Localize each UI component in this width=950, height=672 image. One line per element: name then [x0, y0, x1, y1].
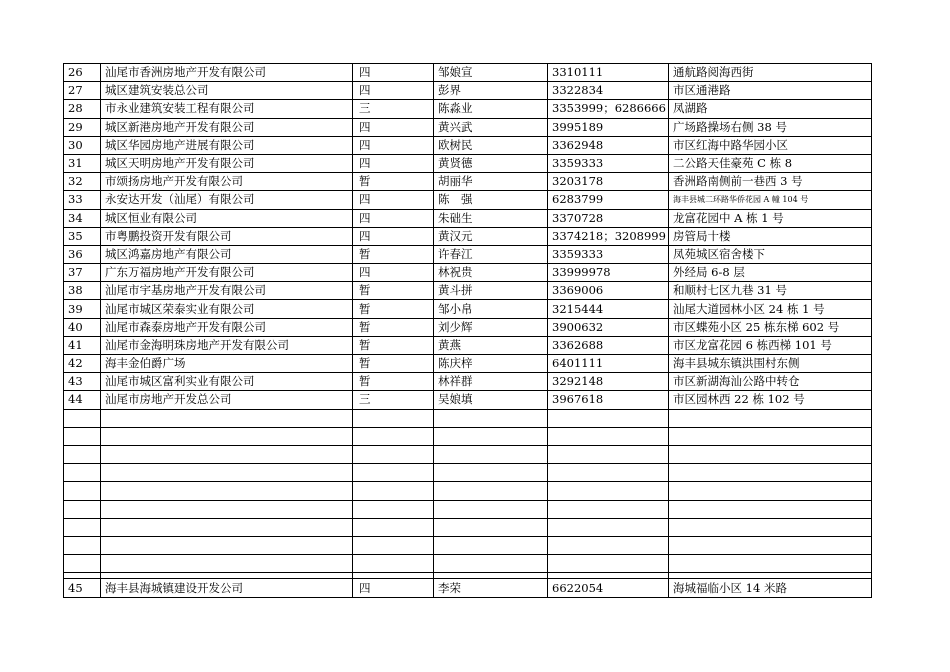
- row-number-cell: [64, 445, 101, 463]
- address-cell: 海城福临小区 14 米路: [669, 579, 872, 598]
- address-cell: 二公路天佳豪苑 C 栋 8: [669, 154, 872, 172]
- table-row: [64, 64, 872, 82]
- contact-person-cell: 黄兴武: [434, 118, 548, 136]
- table-row: [64, 373, 872, 391]
- company-name-cell: 永安达开发（汕尾）有限公司: [101, 191, 353, 209]
- address-cell: [669, 427, 872, 445]
- address-cell: 汕尾大道园林小区 24 栋 1 号: [669, 300, 872, 318]
- phone-cell: 3370728: [548, 209, 669, 227]
- grade-cell: [353, 409, 434, 427]
- contact-person-cell: 李荣: [434, 579, 548, 598]
- address-cell: 广场路操场右侧 38 号: [669, 118, 872, 136]
- grade-cell: 暂: [353, 373, 434, 391]
- grade-cell: 暂: [353, 300, 434, 318]
- table-row: [64, 209, 872, 227]
- address-cell: 房管局十楼: [669, 227, 872, 245]
- company-name-cell: 城区天明房地产开发有限公司: [101, 154, 353, 172]
- address-cell: 市区龙富花园 6 栋西梯 101 号: [669, 336, 872, 354]
- company-name-cell: 市粤鹏投资开发有限公司: [101, 227, 353, 245]
- company-name-cell: [101, 518, 353, 536]
- company-name-cell: 汕尾市城区富利实业有限公司: [101, 373, 353, 391]
- contact-person-cell: [434, 427, 548, 445]
- grade-cell: 四: [353, 579, 434, 598]
- grade-cell: 四: [353, 64, 434, 82]
- row-number-cell: [64, 464, 101, 482]
- contact-person-cell: 欧树民: [434, 136, 548, 154]
- grade-cell: 暂: [353, 173, 434, 191]
- table-row: [64, 464, 872, 482]
- row-number-cell: [64, 482, 101, 500]
- contact-person-cell: [434, 445, 548, 463]
- company-name-cell: 城区建筑安装总公司: [101, 82, 353, 100]
- company-name-cell: 海丰县海城镇建设开发公司: [101, 579, 353, 598]
- grade-cell: 暂: [353, 355, 434, 373]
- row-number-cell: 32: [64, 173, 101, 191]
- row-number-cell: [64, 427, 101, 445]
- address-cell: 市区通港路: [669, 82, 872, 100]
- row-number-cell: 27: [64, 82, 101, 100]
- row-number-cell: 43: [64, 373, 101, 391]
- table-row: [64, 173, 872, 191]
- company-name-cell: 城区恒业有限公司: [101, 209, 353, 227]
- company-name-cell: [101, 500, 353, 518]
- phone-cell: [548, 500, 669, 518]
- grade-cell: 暂: [353, 318, 434, 336]
- phone-cell: [548, 482, 669, 500]
- grade-cell: 四: [353, 154, 434, 172]
- phone-cell: 33999978: [548, 264, 669, 282]
- grade-cell: 四: [353, 82, 434, 100]
- grade-cell: 三: [353, 100, 434, 118]
- phone-cell: [548, 409, 669, 427]
- company-name-cell: 汕尾市森泰房地产开发有限公司: [101, 318, 353, 336]
- company-name-cell: 汕尾市香洲房地产开发有限公司: [101, 64, 353, 82]
- address-cell: [669, 464, 872, 482]
- contact-person-cell: 林祥群: [434, 373, 548, 391]
- grade-cell: [353, 427, 434, 445]
- grade-cell: 暂: [353, 282, 434, 300]
- grade-cell: 四: [353, 191, 434, 209]
- contact-person-cell: 黄燕: [434, 336, 548, 354]
- table-row: [64, 391, 872, 409]
- row-number-cell: 35: [64, 227, 101, 245]
- table-row: [64, 536, 872, 554]
- company-name-cell: 市颂扬房地产开发有限公司: [101, 173, 353, 191]
- contact-person-cell: [434, 464, 548, 482]
- phone-cell: [548, 445, 669, 463]
- contact-person-cell: 林祝贵: [434, 264, 548, 282]
- company-name-cell: 海丰金伯爵广场: [101, 355, 353, 373]
- contact-person-cell: [434, 409, 548, 427]
- contact-person-cell: [434, 482, 548, 500]
- grade-cell: [353, 555, 434, 573]
- grade-cell: 四: [353, 118, 434, 136]
- address-cell: 凤湖路: [669, 100, 872, 118]
- table-row: [64, 154, 872, 172]
- phone-cell: 3995189: [548, 118, 669, 136]
- table-row: [64, 409, 872, 427]
- company-name-cell: 汕尾市城区荣泰实业有限公司: [101, 300, 353, 318]
- table-row: [64, 264, 872, 282]
- row-number-cell: 31: [64, 154, 101, 172]
- row-number-cell: 37: [64, 264, 101, 282]
- grade-cell: [353, 445, 434, 463]
- row-number-cell: 38: [64, 282, 101, 300]
- row-number-cell: 29: [64, 118, 101, 136]
- table-row: [64, 445, 872, 463]
- contact-person-cell: 吴娘填: [434, 391, 548, 409]
- phone-cell: 3292148: [548, 373, 669, 391]
- address-cell: [669, 445, 872, 463]
- company-name-cell: [101, 445, 353, 463]
- address-cell: 市区红海中路华园小区: [669, 136, 872, 154]
- phone-cell: [548, 464, 669, 482]
- company-name-cell: 汕尾市金海明珠房地产开发有限公司: [101, 336, 353, 354]
- company-table: [63, 63, 872, 598]
- grade-cell: 四: [353, 136, 434, 154]
- phone-cell: 3967618: [548, 391, 669, 409]
- table-row: [64, 427, 872, 445]
- contact-person-cell: 黄斗拼: [434, 282, 548, 300]
- row-number-cell: [64, 409, 101, 427]
- address-cell: 海丰县城二环路华侨花园 A 幢 104 号: [669, 191, 872, 209]
- contact-person-cell: 陈庆梓: [434, 355, 548, 373]
- company-name-cell: 城区华园房地产进展有限公司: [101, 136, 353, 154]
- row-number-cell: 28: [64, 100, 101, 118]
- phone-cell: 3369006: [548, 282, 669, 300]
- address-cell: [669, 555, 872, 573]
- contact-person-cell: [434, 518, 548, 536]
- table-row: [64, 82, 872, 100]
- company-name-cell: 广东万福房地产开发有限公司: [101, 264, 353, 282]
- row-number-cell: [64, 555, 101, 573]
- company-name-cell: [101, 482, 353, 500]
- contact-person-cell: 黄汉元: [434, 227, 548, 245]
- phone-cell: 6401111: [548, 355, 669, 373]
- phone-cell: [548, 555, 669, 573]
- phone-cell: 6622054: [548, 579, 669, 598]
- grade-cell: [353, 536, 434, 554]
- table-row: [64, 336, 872, 354]
- company-name-cell: [101, 555, 353, 573]
- company-name-cell: 城区鸿嘉房地产有限公司: [101, 245, 353, 263]
- company-name-cell: 汕尾市宇基房地产开发有限公司: [101, 282, 353, 300]
- grade-cell: 暂: [353, 336, 434, 354]
- phone-cell: 6283799: [548, 191, 669, 209]
- table-row: [64, 579, 872, 598]
- grade-cell: [353, 518, 434, 536]
- company-name-cell: [101, 464, 353, 482]
- table-row: [64, 300, 872, 318]
- phone-cell: [548, 518, 669, 536]
- grade-cell: [353, 500, 434, 518]
- table-row: [64, 555, 872, 573]
- row-number-cell: 42: [64, 355, 101, 373]
- row-number-cell: 45: [64, 579, 101, 598]
- row-number-cell: 33: [64, 191, 101, 209]
- contact-person-cell: 许春江: [434, 245, 548, 263]
- contact-person-cell: 朱础生: [434, 209, 548, 227]
- phone-cell: 3310111: [548, 64, 669, 82]
- row-number-cell: [64, 536, 101, 554]
- address-cell: 和顺村七区九巷 31 号: [669, 282, 872, 300]
- address-cell: 外经局 6-8 层: [669, 264, 872, 282]
- phone-cell: 3362688: [548, 336, 669, 354]
- phone-cell: 3215444: [548, 300, 669, 318]
- company-name-cell: [101, 427, 353, 445]
- row-number-cell: 40: [64, 318, 101, 336]
- table-row: [64, 355, 872, 373]
- row-number-cell: [64, 500, 101, 518]
- company-name-cell: 汕尾市房地产开发总公司: [101, 391, 353, 409]
- row-number-cell: 34: [64, 209, 101, 227]
- row-number-cell: 30: [64, 136, 101, 154]
- table-row: [64, 518, 872, 536]
- company-name-cell: [101, 409, 353, 427]
- contact-person-cell: 邹小帛: [434, 300, 548, 318]
- contact-person-cell: 黄贤德: [434, 154, 548, 172]
- table-row: [64, 482, 872, 500]
- contact-person-cell: 陈淼业: [434, 100, 548, 118]
- grade-cell: 四: [353, 227, 434, 245]
- address-cell: [669, 536, 872, 554]
- address-cell: 市区园林西 22 栋 102 号: [669, 391, 872, 409]
- phone-cell: 3374218；3208999: [548, 227, 669, 245]
- company-name-cell: [101, 536, 353, 554]
- address-cell: 市区新湖海汕公路中转仓: [669, 373, 872, 391]
- phone-cell: 3353999；6286666: [548, 100, 669, 118]
- table-row: [64, 227, 872, 245]
- company-name-cell: 城区新港房地产开发有限公司: [101, 118, 353, 136]
- contact-person-cell: 陈 强: [434, 191, 548, 209]
- grade-cell: [353, 482, 434, 500]
- address-cell: [669, 409, 872, 427]
- phone-cell: 3900632: [548, 318, 669, 336]
- table-row: [64, 118, 872, 136]
- grade-cell: [353, 464, 434, 482]
- grade-cell: 四: [353, 209, 434, 227]
- table-row: [64, 500, 872, 518]
- row-number-cell: 36: [64, 245, 101, 263]
- table-body: [64, 64, 872, 598]
- company-name-cell: 市永业建筑安装工程有限公司: [101, 100, 353, 118]
- table-row: [64, 136, 872, 154]
- address-cell: 凤苑城区宿舍楼下: [669, 245, 872, 263]
- address-cell: 海丰县城东镇洪围村东侧: [669, 355, 872, 373]
- table-row: [64, 282, 872, 300]
- address-cell: [669, 500, 872, 518]
- address-cell: [669, 482, 872, 500]
- contact-person-cell: 邹娘宣: [434, 64, 548, 82]
- phone-cell: 3203178: [548, 173, 669, 191]
- contact-person-cell: 胡丽华: [434, 173, 548, 191]
- row-number-cell: 44: [64, 391, 101, 409]
- address-cell: 市区蝶苑小区 25 栋东梯 602 号: [669, 318, 872, 336]
- row-number-cell: 41: [64, 336, 101, 354]
- grade-cell: 四: [353, 264, 434, 282]
- contact-person-cell: 彭界: [434, 82, 548, 100]
- phone-cell: 3359333: [548, 245, 669, 263]
- table-row: [64, 100, 872, 118]
- address-cell: 龙富花园中 A 栋 1 号: [669, 209, 872, 227]
- phone-cell: 3322834: [548, 82, 669, 100]
- grade-cell: 暂: [353, 245, 434, 263]
- contact-person-cell: 刘少辉: [434, 318, 548, 336]
- address-cell: [669, 518, 872, 536]
- grade-cell: 三: [353, 391, 434, 409]
- row-number-cell: 39: [64, 300, 101, 318]
- phone-cell: 3359333: [548, 154, 669, 172]
- phone-cell: 3362948: [548, 136, 669, 154]
- address-cell: 香洲路南侧前一巷西 3 号: [669, 173, 872, 191]
- phone-cell: [548, 536, 669, 554]
- table-row: [64, 191, 872, 209]
- row-number-cell: [64, 518, 101, 536]
- row-number-cell: 26: [64, 64, 101, 82]
- table-row: [64, 318, 872, 336]
- contact-person-cell: [434, 536, 548, 554]
- address-cell: 通航路阅海西街: [669, 64, 872, 82]
- table-row: [64, 245, 872, 263]
- phone-cell: [548, 427, 669, 445]
- contact-person-cell: [434, 500, 548, 518]
- contact-person-cell: [434, 555, 548, 573]
